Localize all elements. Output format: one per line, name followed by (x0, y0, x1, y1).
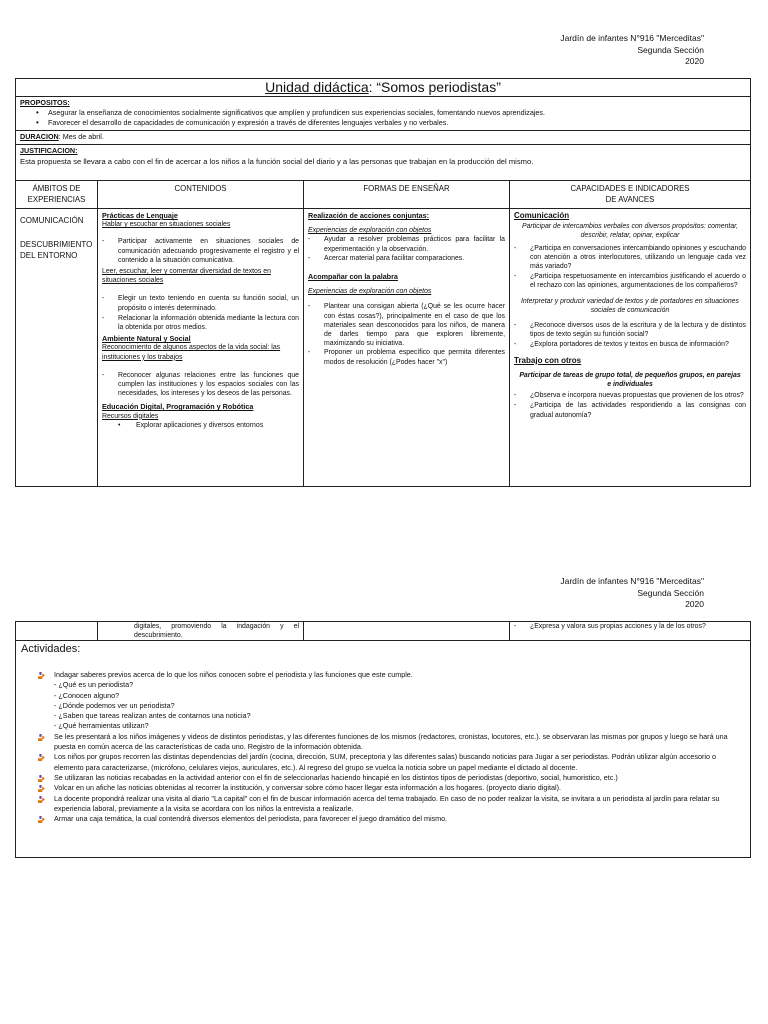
proposito-item: • Asegurar la enseñanza de conocimientos socialmente significativos que amplíen y profundicen sus experiencias sociales, fomentando nuevos aprendizajes. (34, 108, 746, 118)
contenido-item: - Reconocer algunas relaciones entre las funciones que cumplen las instituciones y los espacios sociales con las necesidades, los intereses y los deseos de las personas. (102, 371, 299, 399)
actividad-text: La docente propondrá realizar una visita al diario "La capital" con el fin de buscar información acerca del tema trabajado. En caso de no poder realizar la visita, se invitara a un periodista al jardín para relatar su experiencia laboral, previamente a la visita se acordara con los niños la entrevista a realizarle. (54, 793, 720, 813)
capacidad-heading: Comunicación (514, 211, 570, 220)
justificacion-section (16, 145, 750, 181)
column-header-text: EXPERIENCIAS (27, 195, 86, 204)
contenidos-cell (98, 209, 304, 486)
actividad-item (21, 783, 745, 793)
proposito-item: • Favorecer el desarrollo de capacidades de comunicación y expresión a través de diferentes lenguajes verbales y no verbales. (34, 118, 746, 128)
propositos-list (20, 108, 746, 128)
contenido-item: - Participar activamente en situaciones sociales de comunicación adecuando progresivamente el registro y el contenido a la situación comunicativa. (102, 237, 299, 265)
capacidad-item: - ¿Expresa y valora sus propias acciones y la de los otros? (514, 623, 746, 632)
unit-colon: : (368, 79, 377, 95)
continuation-capacidades-cell (510, 622, 750, 640)
continuation-formas-cell (304, 622, 510, 640)
duracion-section (16, 131, 750, 145)
actividad-item (21, 794, 745, 815)
formas-cell (304, 209, 510, 486)
column-header-text: ÁMBITOS DE (32, 184, 81, 193)
actividad-item (21, 732, 745, 753)
contenido-item: - Relacionar la información obtenida mediante la lectura con la obtenida por otros medios. (102, 314, 299, 332)
school-year: 2020 (685, 56, 704, 66)
capacidad-subheading: Participar de intercambios verbales con diversos propósitos: comentar, describir, relatar, opinar, explicar (521, 223, 738, 240)
arrow-bullet-icon (38, 775, 45, 782)
capacidades-cell (510, 209, 750, 486)
column-header-contenidos: CONTENIDOS (98, 181, 304, 208)
actividad-question: - ¿Dónde podemos ver un periodista? (54, 700, 175, 710)
ambito-item: DESCUBRIMIENTO DEL ENTORNO (20, 239, 93, 260)
actividades-section (16, 641, 750, 857)
contenido-item: • Explorar aplicaciones y diversos entornos (102, 421, 299, 430)
school-header-page2 (560, 576, 704, 611)
justificacion-text: Esta propuesta se llevara a cabo con el fin de acercar a los niños a la función social del diario y a las personas que trabajan en la producción del mismo. (20, 157, 534, 166)
column-header-capacidades (510, 181, 750, 208)
capacidad-item: - ¿Participa en conversaciones intercambiando opiniones y escuchando con atención a otros interlocutores, utilizando un lenguaje cada vez más variado? (514, 244, 746, 272)
arrow-bullet-icon (38, 754, 45, 761)
table-header-row (16, 181, 750, 209)
actividad-text: Se utilizaran las noticias recabadas en la actividad anterior con el fin de seleccionarlas haciendo hincapié en los distintos tipos de periodistas (deportivo, social, humoristico, etc.) (54, 772, 618, 782)
propositos-section (16, 97, 750, 131)
unit-name: “Somos periodistas” (376, 79, 501, 95)
formas-subheading: Experiencias de exploración con objetos (308, 227, 432, 235)
duracion-label: DURACION (20, 132, 59, 141)
actividad-question: - ¿Conocen alguno? (54, 690, 120, 700)
column-header-text: CAPACIDADES E INDICADORES (570, 184, 690, 193)
contenido-heading: Ambiente Natural y Social (102, 334, 191, 344)
formas-item: - Plantear una consigan abierta (¿Qué se les ocurre hacer con éstas cosas?), principalmente en el caso de que los materiales sean desconocidos para los niños, de manera de darles tiempo para que exploren libremente, maximizando su iniciativa. (308, 302, 505, 348)
capacidad-heading: Trabajo con otros (514, 355, 582, 365)
formas-subheading: Experiencias de exploración con objetos (308, 288, 432, 296)
capacidad-item: - ¿Observa e incorpora nuevas propuestas que provienen de los otros? (514, 391, 746, 400)
capacidad-subheading: Participar de tareas de grupo total, de pequeños grupos, en parejas e individuales (519, 371, 741, 389)
actividad-question: - ¿Qué es un periodista? (54, 680, 134, 690)
column-header-ambitos (16, 181, 98, 208)
actividad-text: Los niños por grupos recorren las distintas dependencias del jardín (cocina, dirección, SUM, preceptoria y las diferentes salas) buscando noticias para Jugar a ser periodistas. Podrán utilizar algún accesorio o elemento para caracterizarse, (micrófono, celulares viejos, auriculares, etc.). Al regreso del grupo se vuelca la noticia sobre un papel mediante el dictado al docente. (54, 752, 717, 772)
actividad-item (21, 670, 745, 680)
capacidad-subheading: Interpretar y producir variedad de textos y de portadores en situaciones sociales de comunicación (521, 297, 739, 314)
contenido-subheading: Reconocimiento de algunos aspectos de la vida social: las instituciones y los trabajos (102, 344, 281, 361)
section-name: Segunda Sección (637, 587, 704, 598)
continuation-ambitos-cell (16, 622, 98, 640)
unit-title (16, 79, 750, 97)
school-name: Jardín de infantes N°916 "Merceditas" (560, 33, 704, 43)
formas-item: - Acercar material para facilitar comparaciones. (308, 254, 505, 263)
contenido-subheading: Recursos digitales (102, 412, 159, 420)
actividad-text: Indagar saberes previos acerca de lo que los niños conocen sobre el periodista y las funciones que este cumple. (54, 670, 413, 679)
continuation-row (16, 622, 750, 641)
activities-table (15, 621, 751, 858)
actividad-question: - ¿Qué herramientas utilizan? (54, 721, 149, 731)
formas-item: - Proponer un problema específico que permita diferentes modos de resolución (¿Podes hacer "x") (308, 348, 505, 366)
capacidad-item: - ¿Participa respetuosamente en intercambios justificando el acuerdo o el rechazo con las opiniones, argumentaciones de los compañeros? (514, 272, 746, 290)
actividades-list (21, 670, 745, 824)
unit-label: Unidad didáctica (265, 79, 369, 95)
actividad-text: Se les presentará a los niños imágenes y videos de distintos periodistas, y las diferentes funciones de los mismos (redactores, cronistas, locutores, etc.). se observaran las mismas por grupos y luego se hará una puesta en común acerca de las características de cada uno. Registro de la información obtenida. (54, 731, 728, 752)
formas-heading: Realización de acciones conjuntas: (308, 211, 430, 220)
contenido-heading: Educación Digital, Programación y Robótica (102, 402, 254, 412)
contenido-subheading: Hablar y escuchar en situaciones sociales (102, 221, 231, 229)
school-name: Jardín de infantes N°916 "Merceditas" (560, 576, 704, 586)
actividad-text: Armar una caja temática, la cual contendrá diversos elementos del periodista, para favorecer el juego dramático del mismo. (54, 814, 448, 824)
justificacion-label: JUSTIFICACION: (20, 146, 78, 155)
section-name: Segunda Sección (637, 44, 704, 55)
actividad-item (21, 814, 745, 824)
capacidad-item: - ¿Reconoce diversos usos de la escritura y de la lectura y de distintos tipos de texto según su función social? (514, 321, 746, 339)
table-body-row (16, 209, 750, 486)
school-year: 2020 (685, 599, 704, 609)
contenido-heading: Prácticas de Lenguaje (102, 211, 178, 220)
continuation-contenidos-cell: digitales, promoviendo la indagación y el descubrimiento. (98, 622, 304, 640)
arrow-bullet-icon (38, 672, 45, 679)
ambitos-cell (16, 209, 98, 486)
school-header (560, 33, 704, 68)
actividad-item (21, 773, 745, 783)
propositos-label: PROPOSITOS: (20, 98, 70, 107)
capacidad-item: - ¿Explora portadores de textos y textos en busca de información? (514, 340, 746, 349)
contenido-subheading: Leer, escuchar, leer y comentar diversidad de textos en situaciones sociales (102, 268, 271, 285)
actividad-text: Volcar en un afiche las noticias obtenidas al recorrer la institución, y conversar sobre cómo hacer llegar esta información a los hogares. (proyecto diario digital). (54, 783, 561, 793)
formas-heading: Acompañar con la palabra (308, 272, 398, 282)
contenido-item: - Elegir un texto teniendo en cuenta su función social, un propósito o interés determinado. (102, 294, 299, 312)
arrow-bullet-icon (38, 734, 45, 741)
capacidad-item: - ¿Participa de las actividades respondiendo a las consignas con gradual autonomía? (514, 401, 746, 419)
actividad-item (21, 752, 745, 773)
column-header-formas: FORMAS DE ENSEÑAR (304, 181, 510, 208)
column-header-text: DE AVANCES (605, 195, 655, 204)
duracion-text: : Mes de abril. (58, 132, 104, 141)
actividades-title: Actividades: (21, 643, 81, 655)
didactic-unit-table (15, 78, 751, 487)
actividad-question: - ¿Saben que tareas realizan antes de contarnos una noticia? (54, 711, 251, 721)
formas-item: - Ayudar a resolver problemas prácticos para facilitar la experimentación y la observación. (308, 235, 505, 253)
arrow-bullet-icon (38, 785, 45, 792)
arrow-bullet-icon (38, 796, 45, 803)
arrow-bullet-icon (38, 816, 45, 823)
ambito-item: COMUNICACIÓN (20, 216, 84, 225)
